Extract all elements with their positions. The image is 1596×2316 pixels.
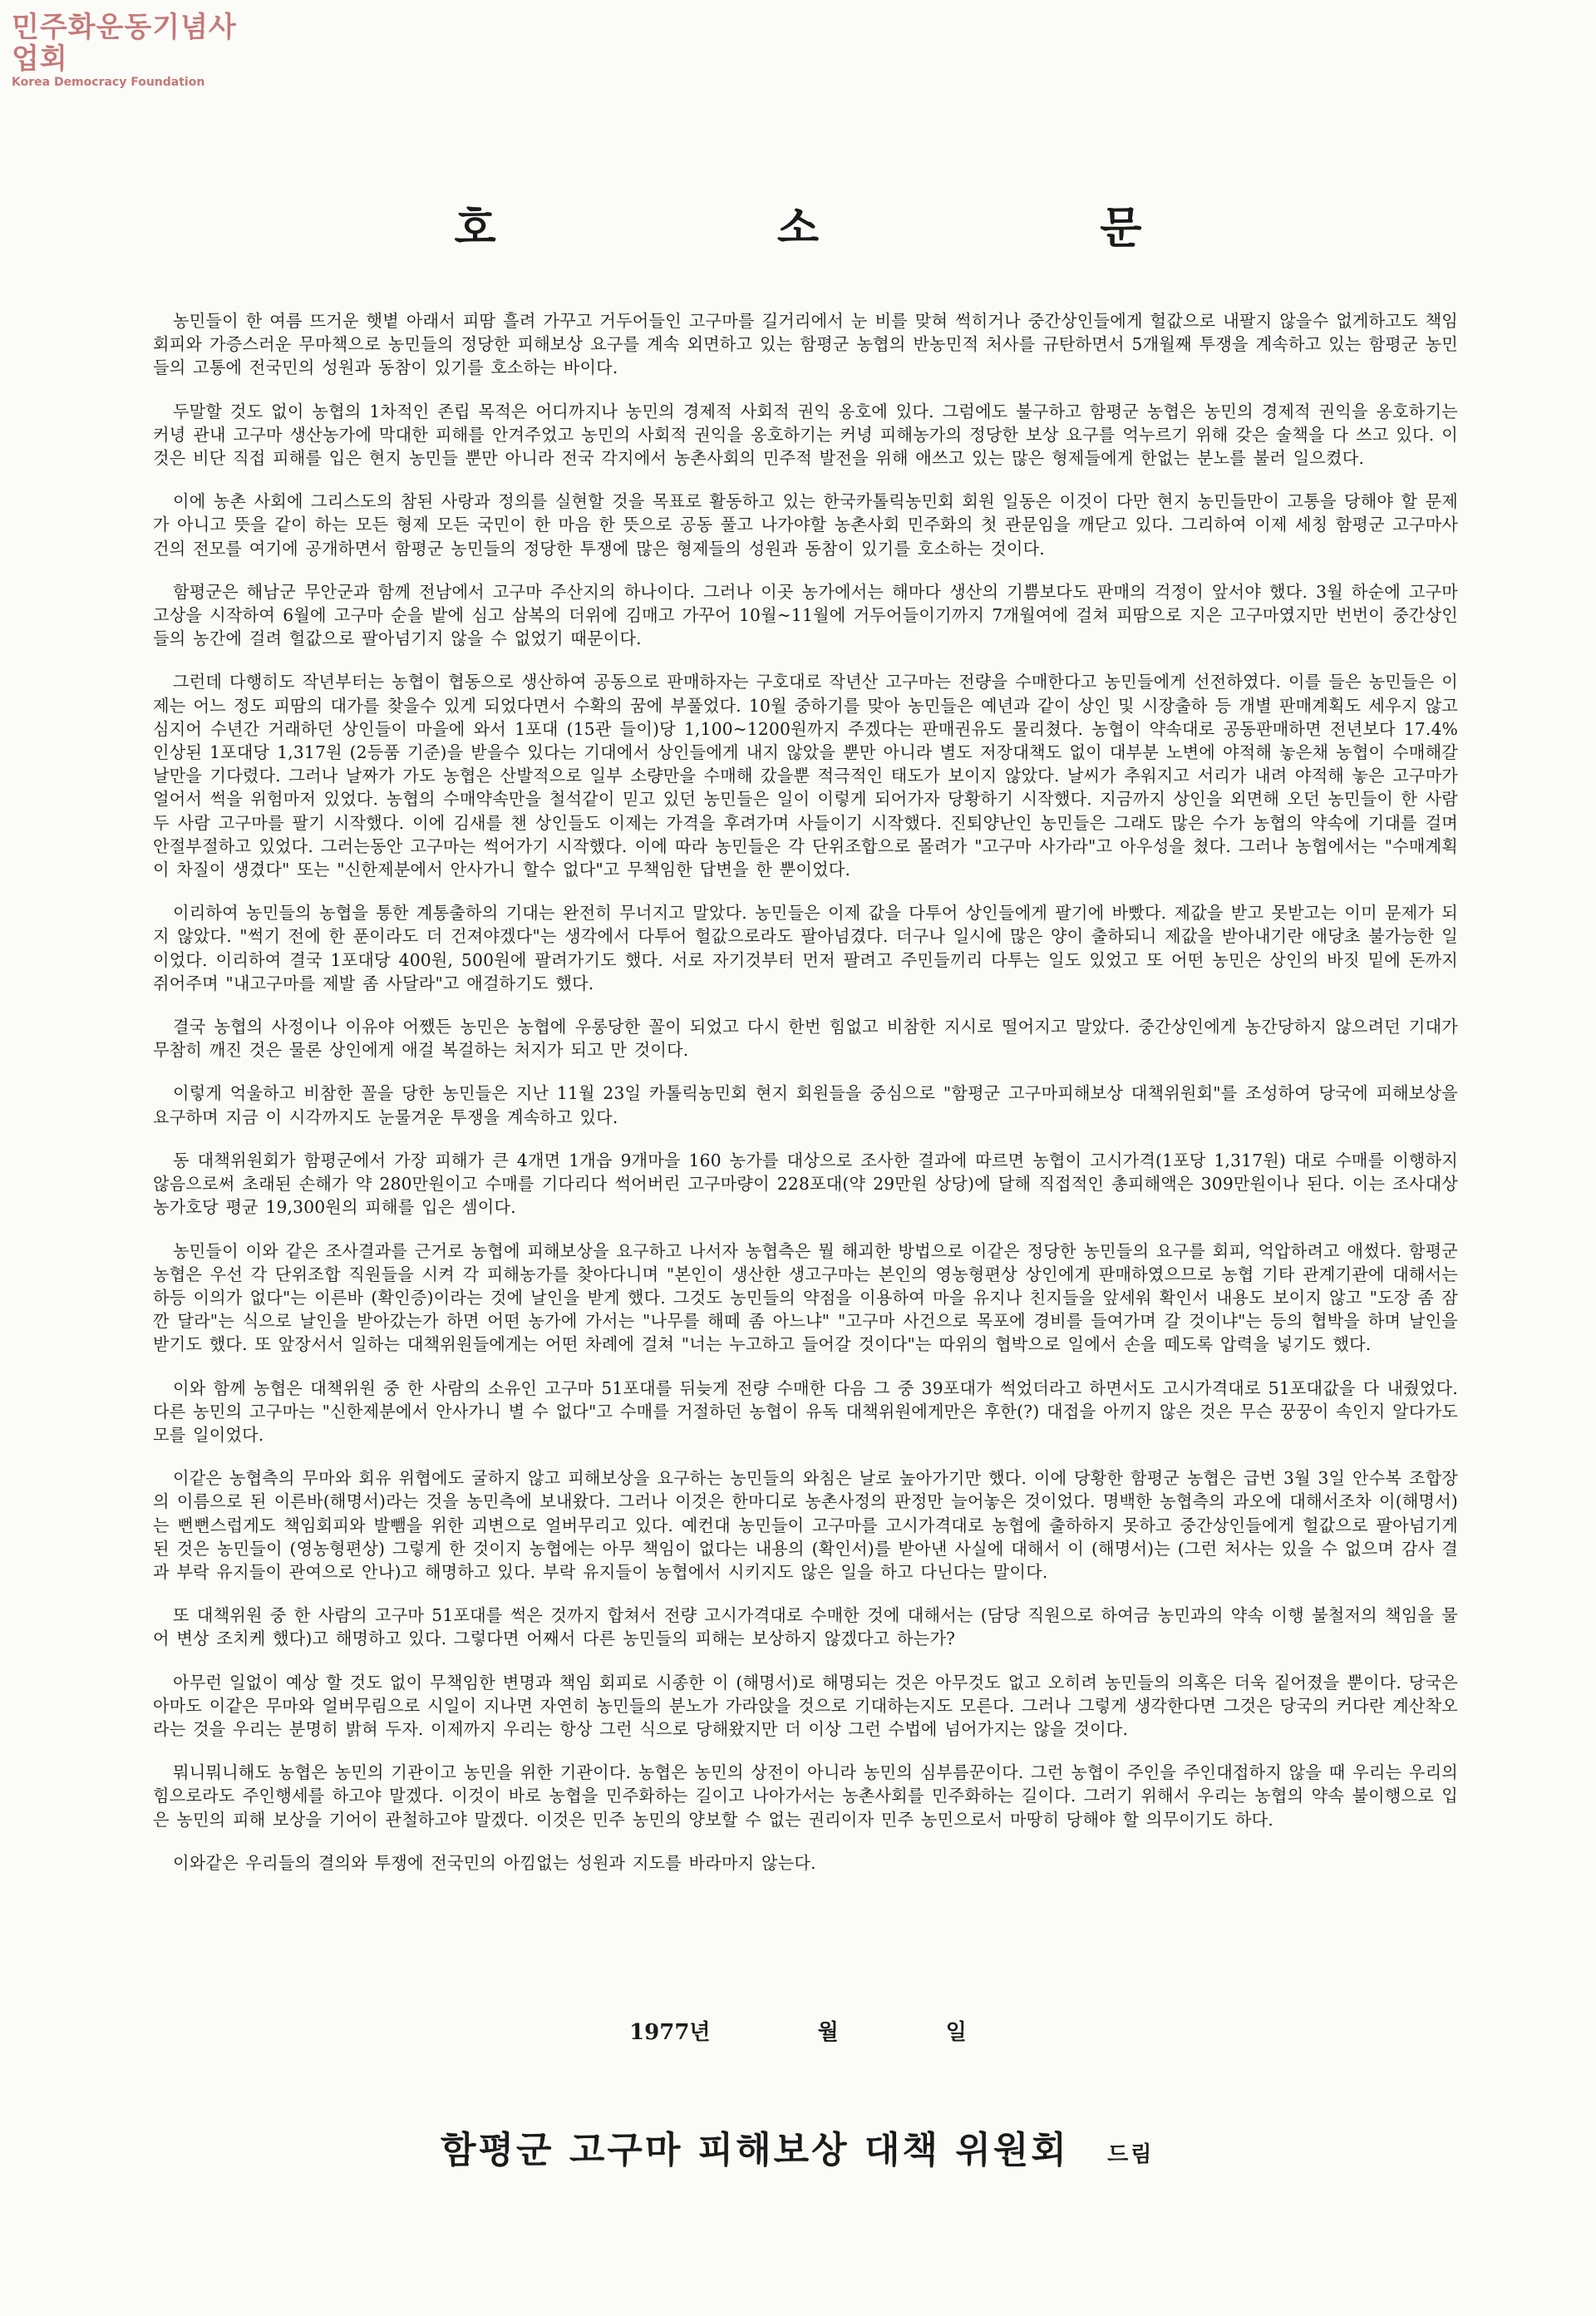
paragraph: 농민들이 한 여름 뜨거운 햇볕 아래서 피땀 흘려 가꾸고 거두어들인 고구마를 길거리에서 눈 비를 맞혀 썩히거나 중간상인들에게 헐값으로 내팔지 않을수 없게하고도 책임 회피와 가증스러운 무마책으로 농민들의 정당한 피해보상 요구를 계속 외면하고 있는 함평군 농협의 반농민적 처사를 규탄하면서 5개월째 투쟁을 계속하고 있는 함평군 농민들의 고통에 전국민의 성원과 동참이 있기를 호소하는 바이다.	[153, 311, 1458, 378]
paragraph: 그런데 다행히도 작년부터는 농협이 협동으로 생산하여 공동으로 판매하자는 구호대로 작년산 고구마는 전량을 수매한다고 농민들에게 선전하였다. 이를 들은 농민들은 이제는 어느 정도 피땀의 대가를 찾을수 있게 되었다면서 수확의 꿈에 부풀었다. 10월 중하기를 맞아 농민들은 예년과 같이 상인 및 시장출하 등 개별 판매계획도 세우지 않고 심지어 수년간 거래하던 상인들이 마을에 와서 1포대 (15관 들이)당 1,100~1200원까지 주겠다는 판매권유도 물리쳤다. 농협이 약속대로 공동판매하면 전년보다 17.4% 인상된 1포대당 1,317원 (2등품 기준)을 받을수 있다는 기대에서 상인들에게 내지 않았을 뿐만 아니라 별도 저장대책도 없이 대부분 노변에 야적해 놓은채 농협이 수매해갈 날만을 기다렸다. 그러나 날짜가 가도 농협은 산발적으로 일부 소량만을 수매해 갔을뿐 적극적인 태도가 보이지 않았다. 날씨가 추워지고 서리가 내려 야적해 놓은 고구마가 얼어서 썩을 위험마저 있었다. 농협의 수매약속만을 철석같이 믿고 있던 농민들은 일이 이렇게 되어가자 당황하기 시작했다. 지금까지 상인을 외면해 오던 농민들이 한 사람 두 사람 고구마를 팔기 시작했다. 이에 김새를 챈 상인들도 이제는 가격을 후려가며 사들이기 시작했다. 진퇴양난인 농민들은 그래도 많은 수가 농협의 약속에 기대를 걸며 안절부절하고 있었다. 그러는동안 고구마는 썩어가기 시작했다. 이에 따라 농민들은 각 단위조합으로 몰려가 "고구마 사가라"고 아우성을 쳤다. 그러나 농협에서는 "수매계획이 차질이 생겼다" 또는 "신한제분에서 안사가니 할수 없다"고 무책임한 답변을 한 뿐이었다.	[153, 672, 1458, 880]
date-month: 월	[817, 2020, 839, 2045]
closing-paragraph: 이와같은 우리들의 결의와 투쟁에 전국민의 아낌없는 성원과 지도를 바라마지 않는다.	[173, 1852, 816, 1873]
document-date	[0, 2015, 1596, 2046]
paragraph: 두말할 것도 없이 농협의 1차적인 존립 목적은 어디까지나 농민의 경제적 사회적 권익 옹호에 있다. 그럼에도 불구하고 함평군 농협은 농민의 경제적 권익을 옹호하기는 커녕 관내 고구마 생산농가에 막대한 피해를 안겨주었고 농민의 사회적 권익을 옹호하기는 커녕 피해농가의 정당한 보상 요구를 억누르기 위해 갖은 술책을 다 쓰고 있다. 이것은 비단 직접 피해를 입은 현지 농민들 뿐만 아니라 전국 각지에서 농촌사회의 민주적 발전을 위해 애쓰고 있는 많은 형제들에게 한없는 분노를 불러 일으켰다.	[153, 401, 1458, 469]
signature-org: 함평군 고구마 피해보상 대책 위원회	[441, 2129, 1069, 2171]
paragraph: 동 대책위원회가 함평군에서 가장 피해가 큰 4개면 1개읍 9개마을 160 농가를 대상으로 조사한 결과에 따르면 농협이 고시가격(1포당 1,317원) 대로 수매를 이행하지 않음으로써 초래된 손해가 약 280만원이고 수매를 기다리다 썩어버린 고구마량이 228포대(약 29만원 상당)에 달해 직접적인 총피해액은 309만원이나 된다. 이는 조사대상농가호당 평균 19,300원의 피해를 입은 셈이다.	[153, 1150, 1458, 1218]
document-body	[153, 309, 1458, 1895]
paragraph: 또 대책위원 중 한 사람의 고구마 51포대를 썩은 것까지 합쳐서 전량 고시가격대로 수매한 것에 대해서는 (담당 직원으로 하여금 농민과의 약속 이행 불철저의 책임을 물어 변상 조치케 했다)고 해명하고 있다. 그렇다면 어째서 다른 농민들의 피해는 보상하지 않겠다고 하는가?	[153, 1605, 1458, 1649]
watermark-english: Korea Democracy Foundation	[12, 76, 205, 89]
paragraph: 아무런 일없이 예상 할 것도 없이 무책임한 변명과 책임 회피로 시종한 이 (해명서)로 해명되는 것은 아무것도 없고 오히려 농민들의 의혹은 더욱 짙어졌을 뿐이다. 당국은 아마도 이같은 무마와 얼버무림으로 시일이 지나면 자연히 농민들의 분노가 가라앉을 것으로 기대하는지도 모른다. 그러나 그렇게 생각한다면 그것은 당국의 커다란 계산착오라는 것을 우리는 분명히 밝혀 두자. 이제까지 우리는 항상 그런 식으로 당해왔지만 더 이상 그런 수법에 넘어가지는 않을 것이다.	[153, 1672, 1458, 1739]
paragraph: 이와 함께 농협은 대책위원 중 한 사람의 소유인 고구마 51포대를 뒤늦게 전량 수매한 다음 그 중 39포대가 썩었더라고 하면서도 고시가격대로 51포대값을 다 내줬었다. 다른 농민의 고구마는 "신한제분에서 안사가니 별 수 없다"고 수매를 거절하던 농협이 유독 대책위원에게만은 후한(?) 대접을 아끼지 않은 것은 무슨 꿍꿍이 속인지 알다가도 모를 일이었다.	[153, 1377, 1458, 1445]
signature-block	[441, 2120, 1272, 2173]
paragraph: 이같은 농협측의 무마와 회유 위협에도 굴하지 않고 피해보상을 요구하는 농민들의 와침은 날로 높아가기만 했다. 이에 당황한 함평군 농협은 급번 3월 3일 안수복 조합장의 이름으로 된 이른바(해명서)라는 것을 농민측에 보내왔다. 그러나 이것은 한마디로 농촌사정의 판정만 늘어놓은 것이었다. 명백한 농협측의 과오에 대해서조차 이(해명서)는 뻔뻔스럽게도 책임회피와 발뺌을 위한 괴변으로 얼버무리고 있다. 예컨대 농민들이 고구마를 고시가격대로 농협에 출하하지 못하고 중간상인들에게 헐값으로 팔아넘기게 된 것은 농민들이 (영농형편상) 그렇게 한 것이지 농협에는 아무 책임이 없다는 내용의 (확인서)를 받아낸 사실에 대해서 이 (해명서)는 (그런 처사는 있을 수 없으며 감사 결과 부락 유지들이 관여으로 안나)고 해명하고 있다. 부락 유지들이 농협에서 시키지도 않은 일을 하고 다닌다는 말이다.	[153, 1468, 1458, 1582]
date-day: 일	[945, 2020, 967, 2045]
paragraph: 이에 농촌 사회에 그리스도의 참된 사랑과 정의를 실현할 것을 목표로 활동하고 있는 한국카톨릭농민회 회원 일동은 이것이 다만 현지 농민들만이 고통을 당해야 할 문제가 아니고 뜻을 같이 하는 모든 형제 모든 국민이 한 마음 한 뜻으로 공동 풀고 나가야할 농촌사회 민주화의 첫 관문임을 깨닫고 있다. 그리하여 이제 세칭 함평군 고구마사건의 전모를 여기에 공개하면서 함평군 농민들의 정당한 투쟁에 많은 형제들의 성원과 동참이 있기를 호소하는 것이다.	[153, 491, 1458, 559]
watermark-korean: 민주화운동기념사업회	[12, 11, 237, 76]
document-title: 호 소 문	[454, 203, 1275, 254]
paragraph: 이리하여 농민들의 농협을 통한 계통출하의 기대는 완전히 무너지고 말았다. 농민들은 이제 값을 다투어 상인들에게 팔기에 바빴다. 제값을 받고 못받고는 이미 문제가 되지 않았다. "썩기 전에 한 푼이라도 더 건져야겠다"는 생각에서 다투어 헐값으로라도 팔아넘겼다. 더구나 일시에 많은 양이 출하되니 제값을 받아내기란 애당초 불가능한 일이었다. 이리하여 결국 1포대당 400원, 500원에 팔려가기도 했다. 서로 자기것부터 먼저 팔려고 주민들끼리 다투는 일도 있었고 또 어떤 농민은 상인의 바짓 밑에 돈까지 쥐어주며 "내고구마를 제발 좀 사달라"고 애걸하기도 했다.	[153, 903, 1458, 993]
date-year: 1977년	[629, 2020, 711, 2045]
signature-suffix: 드림	[1107, 2142, 1155, 2167]
paragraph: 결국 농협의 사정이나 이유야 어쨌든 농민은 농협에 우롱당한 꼴이 되었고 다시 한번 힘없고 비참한 지시로 떨어지고 말았다. 중간상인에게 농간당하지 않으려던 기대가 무참히 깨진 것은 물론 상인에게 애걸 복걸하는 처지가 되고 만 것이다.	[153, 1017, 1458, 1061]
watermark-logo	[12, 12, 261, 90]
paragraph: 이렇게 억울하고 비참한 꼴을 당한 농민들은 지난 11월 23일 카톨릭농민회 현지 회원들을 중심으로 "함평군 고구마피해보상 대책위원회"를 조성하여 당국에 피해보상을 요구하며 지금 이 시각까지도 눈물겨운 투쟁을 계속하고 있다.	[153, 1083, 1458, 1127]
paragraph: 뭐니뭐니해도 농협은 농민의 기관이고 농민을 위한 기관이다. 농협은 농민의 상전이 아니라 농민의 심부름꾼이다. 그런 농협이 주인을 주인대접하지 않을 때 우리는 우리의 힘으로라도 주인행세를 하고야 말겠다. 이것이 바로 농협을 민주화하는 길이고 나아가서는 농촌사회를 민주화하는 길이다. 그러기 위해서 우리는 농협의 약속 불이행으로 입은 농민의 피해 보상을 기어이 관철하고야 말겠다. 이것은 민주 농민의 양보할 수 없는 권리이자 민주 농민으로서 마땅히 당해야 할 의무이기도 하다.	[153, 1762, 1458, 1830]
paragraph: 함평군은 해남군 무안군과 함께 전남에서 고구마 주산지의 하나이다. 그러나 이곳 농가에서는 해마다 생산의 기쁨보다도 판매의 걱정이 앞서야 했다. 3월 하순에 고구마 고상을 시작하여 6월에 고구마 순을 밭에 심고 삼복의 더위에 김매고 가꾸어 10월~11월에 거두어들이기까지 7개월여에 걸쳐 피땀으로 지은 고구마였지만 번번이 중간상인들의 농간에 걸려 헐값으로 팔아넘기지 않을 수 없었기 때문이다.	[153, 581, 1458, 649]
paragraph: 농민들이 이와 같은 조사결과를 근거로 농협에 피해보상을 요구하고 나서자 농협측은 뭘 해괴한 방법으로 이같은 정당한 농민들의 요구를 회피, 억압하려고 애썼다. 함평군농협은 우선 각 단위조합 직원들을 시켜 각 피해농가를 찾아다니며 "본인이 생산한 생고구마는 본인의 영농형편상 상인에게 판매하였으므로 농협 기타 관계기관에 대해서는 하등 이의가 없다"는 이른바 (확인증)이라는 것에 날인을 받게 했다. 그것도 농민들의 약점을 이용하여 마을 유지나 친지들을 앞세워 확인서 내용도 보이지 않고 "도장 좀 잠깐 달라"는 식으로 날인을 받아갔는가 하면 어떤 농가에 가서는 "나무를 해떼 좀 아느냐" "고구마 사건으로 목포에 경비를 들여가며 갈 것이냐"는 등의 협박을 하며 날인을 받기도 했다. 또 앞장서서 일하는 대책위원들에게는 어떤 차례에 걸쳐 "너는 누고하고 들어갈 것이다"는 따위의 협박으로 일에서 손을 떼도록 압력을 넣기도 했다.	[153, 1240, 1458, 1355]
